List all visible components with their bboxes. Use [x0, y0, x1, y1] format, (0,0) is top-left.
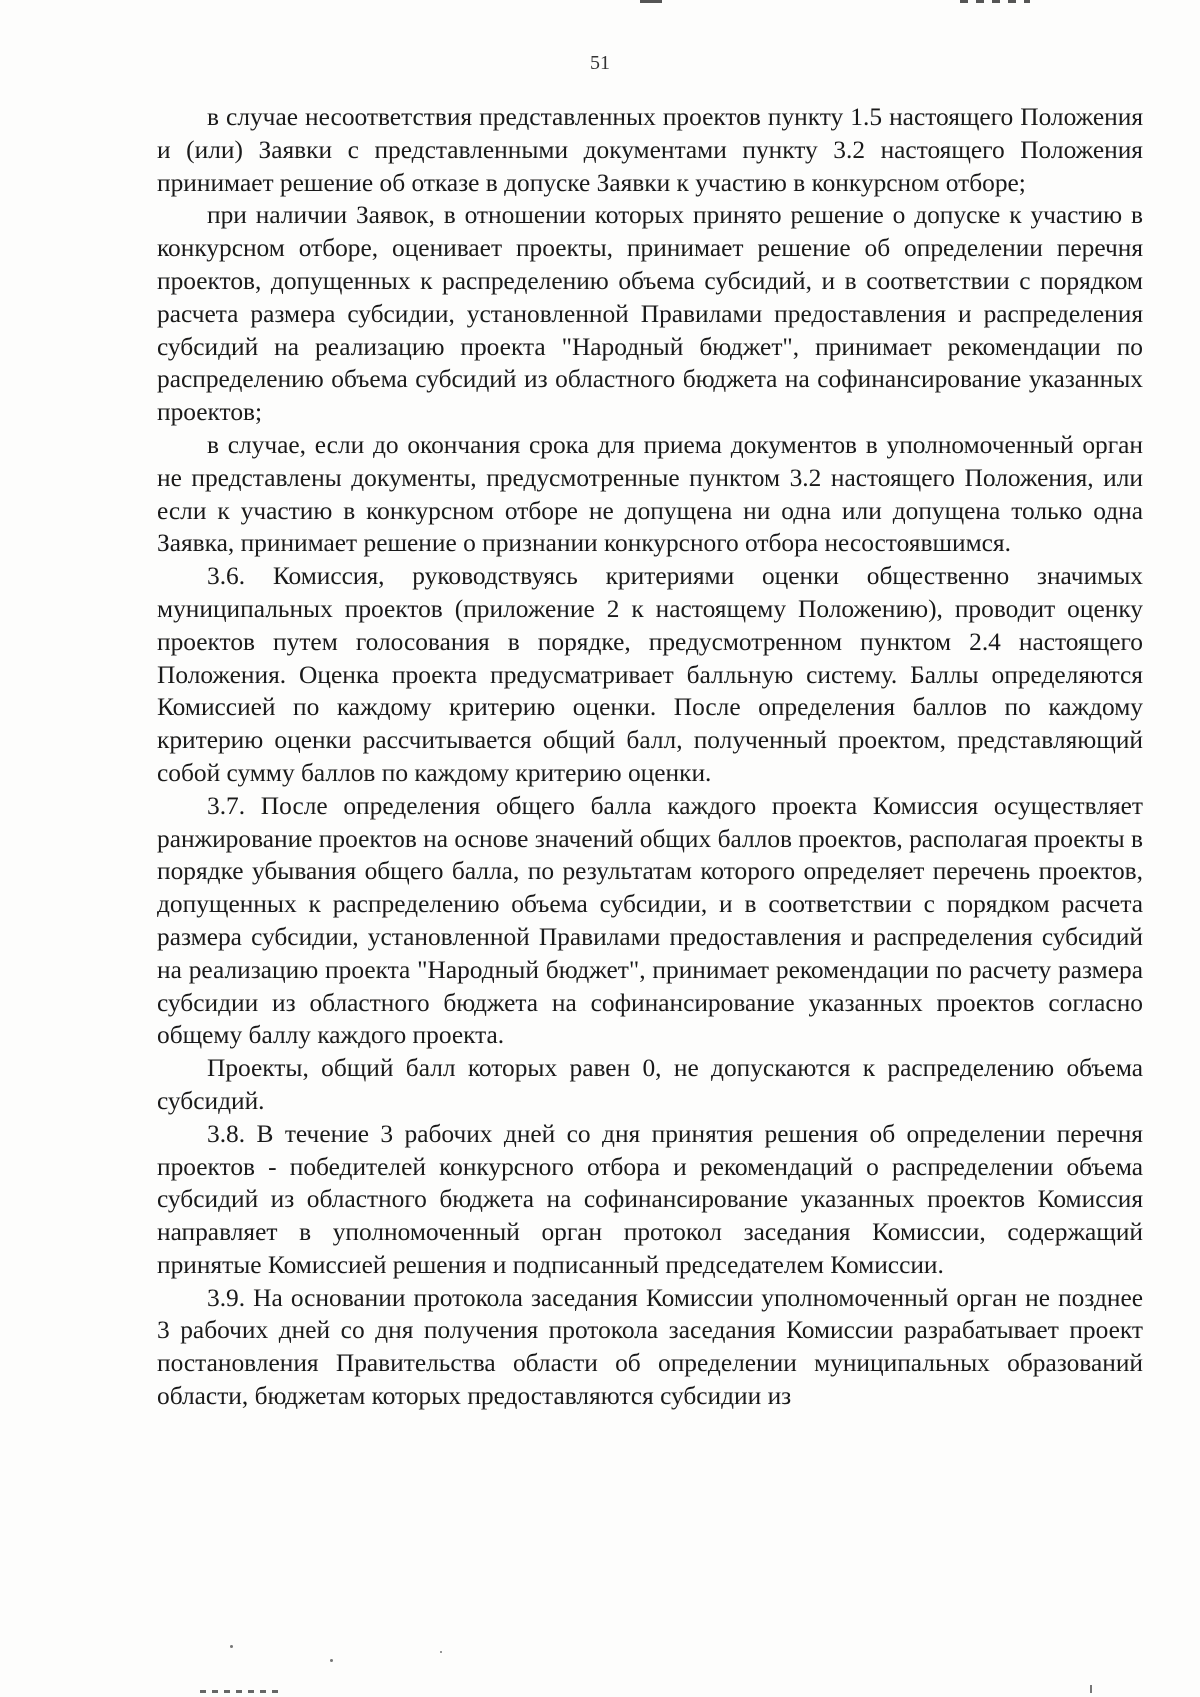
scan-speck — [330, 1659, 333, 1662]
paragraph-clause-3-9: 3.9. На основании протокола заседания Комиссии уполномоченный орган не позднее 3 рабочих дней со дня получения протокола заседания Комиссии разрабатывает проект постановления Правительства области об определении муниципальных образований области, бюджетам которых предоставляются субсидии из — [157, 1283, 1143, 1411]
scan-speck — [230, 1645, 233, 1648]
page-number: 51 — [590, 52, 610, 74]
paragraph-clause-3-8: 3.8. В течение 3 рабочих дней со дня принятия решения об определении перечня проектов - победителей конкурсного отбора и рекомендаций о распределении объема субсидий из областного бюджета на софинансирование указанных проектов Комиссия направляет в уполномоченный орган протокол заседания Комиссии, содержащий принятые Комиссией решения и подписанный председателем Комиссии. — [157, 1119, 1143, 1279]
paragraph-zero-score: Проекты, общий балл которых равен 0, не допускаются к распределению объема субсидий. — [157, 1054, 1143, 1115]
paragraph-clause-3-7: 3.7. После определения общего балла каждого проекта Комиссия осуществляет ранжирование проектов на основе значений общих баллов проектов, располагая проекты в порядке убывания общего балла, по результатам которого определяет перечень проектов, допущенных к распределению объема субсидии, и в соответствии с порядком расчета размера субсидии, установленной Правилами предоставления и распределения субсидий на реализацию проекта "Народный бюджет", принимает рекомендации по расчету размера субсидии из областного бюджета на софинансирование указанных проектов согласно общему баллу каждого проекта. — [157, 791, 1143, 1050]
scan-speck — [1090, 1685, 1092, 1693]
scan-artifacts-bottom — [0, 1637, 1200, 1697]
scan-artifact — [960, 0, 1030, 3]
paragraph-clause-3-6: 3.6. Комиссия, руководствуясь критериями оценки общественно значимых муниципальных проектов (приложение 2 к настоящему Положению), проводит оценку проектов путем голосования в порядке, предусмотренном пунктом 2.4 настоящего Положения. Оценка проекта предусматривает балльную систему. Баллы определяются Комиссией по каждому критерию оценки. После определения баллов по каждому критерию оценки рассчитывается общий балл, полученный проектом, представляющий собой сумму баллов по каждому критерию оценки. — [157, 562, 1143, 787]
paragraph-failed-selection-case: в случае, если до окончания срока для приема документов в уполномоченный орган не представлены документы, предусмотренные пунктом 3.2 настоящего Положения, или если к участию в конкурсном отборе не допущена ни одна или допущена только одна Заявка, принимает решение о признании конкурсного отбора несостоявшимся. — [157, 430, 1143, 558]
scan-artifact — [200, 1690, 280, 1693]
scan-artifact — [640, 0, 662, 3]
scan-speck — [440, 1651, 442, 1653]
paragraph-rejection-case: в случае несоответствия представленных проектов пункту 1.5 настоящего Положения и (или) Заявки с представленными документами пункту 3.2 настоящего Положения принимает решение об отказе в допуске Заявки к участию в конкурсном отборе; — [157, 103, 1143, 197]
document-body — [157, 101, 1143, 1413]
paragraph-evaluation-case: при наличии Заявок, в отношении которых принято решение о допуске к участию в конкурсном отборе, оценивает проекты, принимает решение об определении перечня проектов, допущенных к распределению объема субсидий, и в соответствии с порядком расчета размера субсидии, установленной Правилами предоставления и распределения субсидий на реализацию проекта "Народный бюджет", принимает рекомендации по распределению объема субсидий из областного бюджета на софинансирование указанных проектов; — [157, 201, 1143, 427]
